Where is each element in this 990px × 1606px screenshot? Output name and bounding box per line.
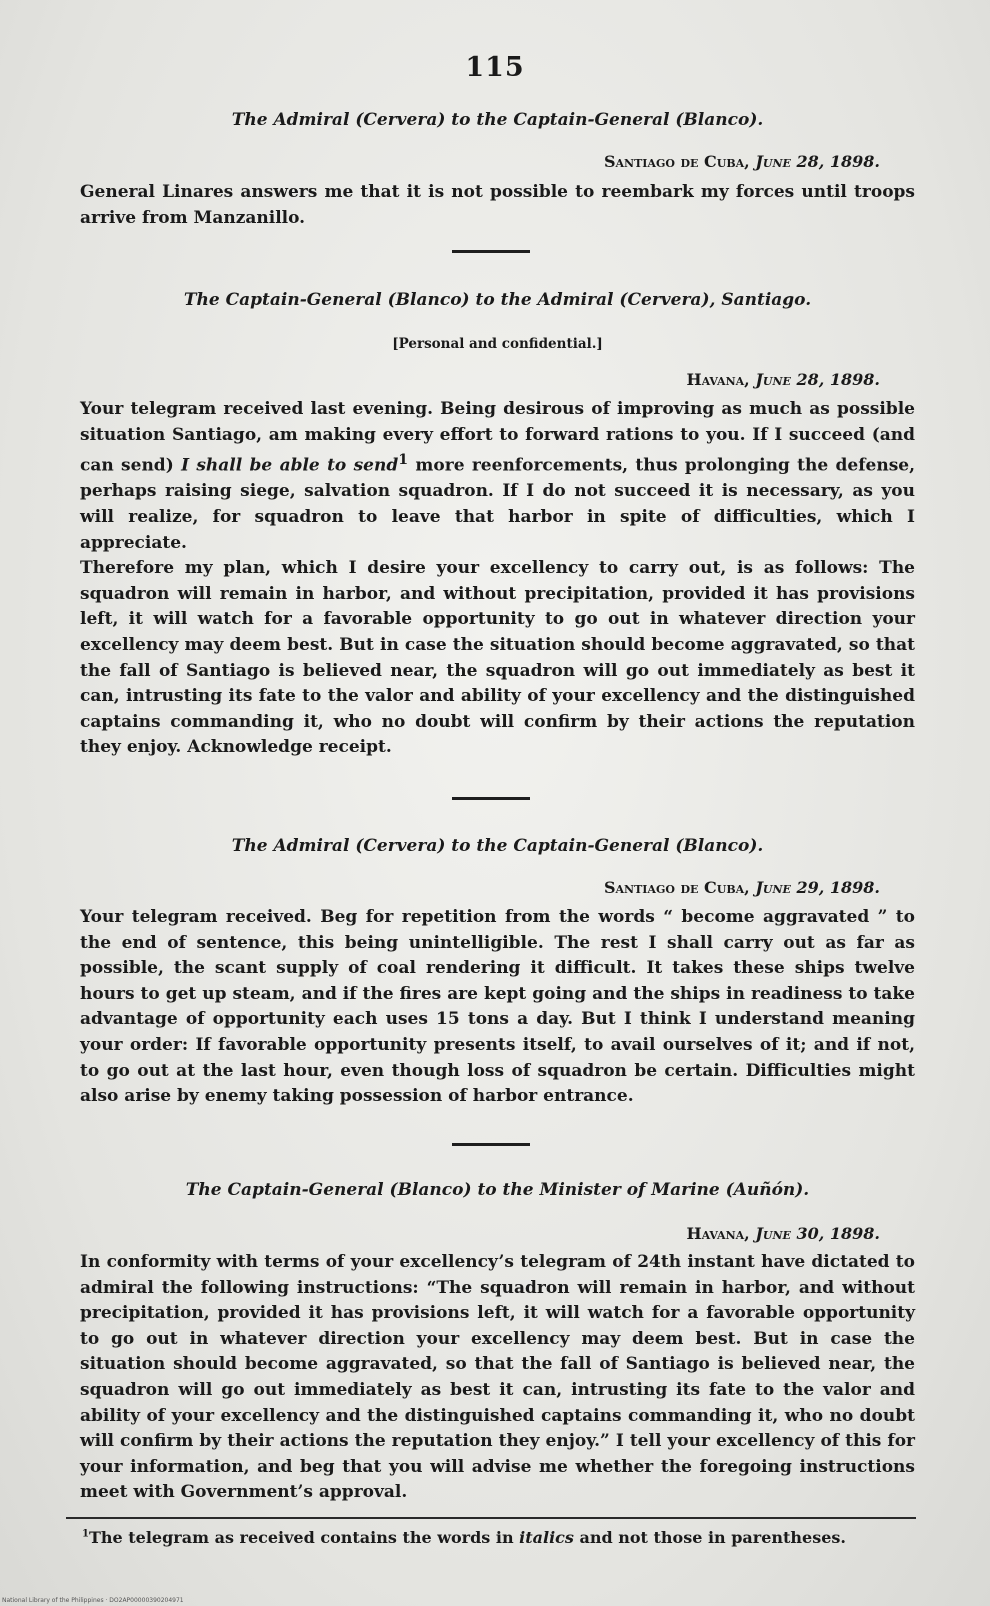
telegram-2-heading: The Captain-General (Blanco) to the Admiral (Cervera), Santiago. [183,290,812,310]
telegram-4-heading: The Captain-General (Blanco) to the Minister of Marine (Auñón). [185,1180,810,1200]
footnote-text-a: The telegram as received contains the words in [88,1528,520,1547]
section-divider [452,1143,530,1146]
telegram-3-date: June 29, 1898. [755,878,880,897]
telegram-2 [80,290,915,310]
telegram-4-body [80,1250,915,1506]
telegram-3-body [80,905,915,1110]
italic-phrase: I shall be able to send [181,455,399,476]
telegram-3-dateline [80,878,915,897]
telegram-3 [80,836,915,856]
telegram-2-paragraph-1 [80,397,915,556]
telegram-4-date: June 30, 1898. [755,1224,880,1243]
telegram-3-place: Santiago de Cuba, [603,878,750,897]
scan-credit: National Library of the Philippines · DO2AP00000390204971 [2,1597,184,1604]
telegram-4 [80,1180,915,1200]
footnote-ref: 1 [398,452,409,469]
telegram-1-heading: The Admiral (Cervera) to the Captain-General (Blanco). [231,110,764,130]
confidential-note: [Personal and confidential.] [392,336,603,352]
telegram-2-body [80,397,915,761]
page-number: 115 [465,52,525,83]
telegram-1-dateline [80,152,915,171]
telegram-2-paragraph-2: Therefore my plan, which I desire your excellency to carry out, is as follows: The squadron will remain in harbor, and without precipitation, provided it has provisions left, it will watch for a favorable opportunity to go out in whatever direction your excellency may deem best. But in case the situation should become aggravated, so that the fall of Santiago is believed near, the squadron will go out immediately as best it can, intrusting its fate to the valor and ability of your excellency and the distinguished captains commanding it, who no doubt will confirm by their actions the reputation they enjoy. Acknowledge receipt. [80,558,915,758]
telegram-2-place: Havana, [686,370,750,389]
footnote-italic: italics [519,1528,574,1547]
footnote-rule [66,1517,916,1519]
telegram-1 [80,110,915,130]
telegram-1-paragraph: General Linares answers me that it is not possible to reembark my forces until troops arrive from Manzanillo. [80,182,915,228]
telegram-1-date: June 28, 1898. [755,152,880,171]
telegram-4-dateline [80,1224,915,1243]
section-divider [452,797,530,800]
telegram-1-body [80,180,915,231]
footnote [82,1528,912,1547]
telegram-3-heading: The Admiral (Cervera) to the Captain-General (Blanco). [231,836,764,856]
telegram-4-paragraph: In conformity with terms of your excellency’s telegram of 24th instant have dictated to admiral the following instructions: “The squadron will remain in harbor, and without precipitation, provided it has provisions left, it will watch for a favorable opportunity to go out in whatever direction your excellency may deem best. But in case the situation should become aggravated, so that the fall of Santiago is believed near, the squadron will go out immediately as best it can, intrusting its fate to the valor and ability of your excellency and the distinguished captains commanding it, who no doubt will confirm by their actions the reputation they enjoy.” I tell your excellency of this for your information, and beg that you will advise me whether the foregoing instructions meet with Government’s approval. [80,1252,915,1503]
section-divider [452,250,530,253]
telegram-2-note [80,336,915,352]
telegram-2-dateline [80,370,915,389]
telegram-3-paragraph: Your telegram received. Beg for repetition from the words “ become aggravated ” to the end of sentence, this being unintelligible. The rest I shall carry out as far as possible, the scant supply of coal rendering it difficult. It takes these ships twelve hours to get up steam, and if the fires are kept going and the ships in readiness to take advantage of opportunity each uses 15 tons a day. But I think I understand meaning your order: If favorable opportunity presents itself, to avail ourselves of it; and if not, to go out at the last hour, even though loss of squadron be certain. Difficulties might also arise by enemy taking possession of harbor entrance. [80,907,915,1107]
telegram-2-text-b: more reenforcements, thus prolonging the defense, perhaps raising siege, salvation squadron. If I do not succeed it is necessary, as you will realize, for squadron to leave that harbor in spite of difficulties, which I appreciate. [80,455,915,553]
telegram-1-place: Santiago de Cuba, [603,152,750,171]
telegram-2-text-a: Your telegram received last evening. Being desirous of improving as much as possible situation Santiago, am making every effort to forward rations to you. If I succeed (and can send) [80,399,915,476]
telegram-2-date: June 28, 1898. [755,370,880,389]
telegram-4-place: Havana, [686,1224,750,1243]
footnote-text-c: and not those in parentheses. [573,1528,846,1547]
footnote-mark: 1 [82,1528,89,1540]
